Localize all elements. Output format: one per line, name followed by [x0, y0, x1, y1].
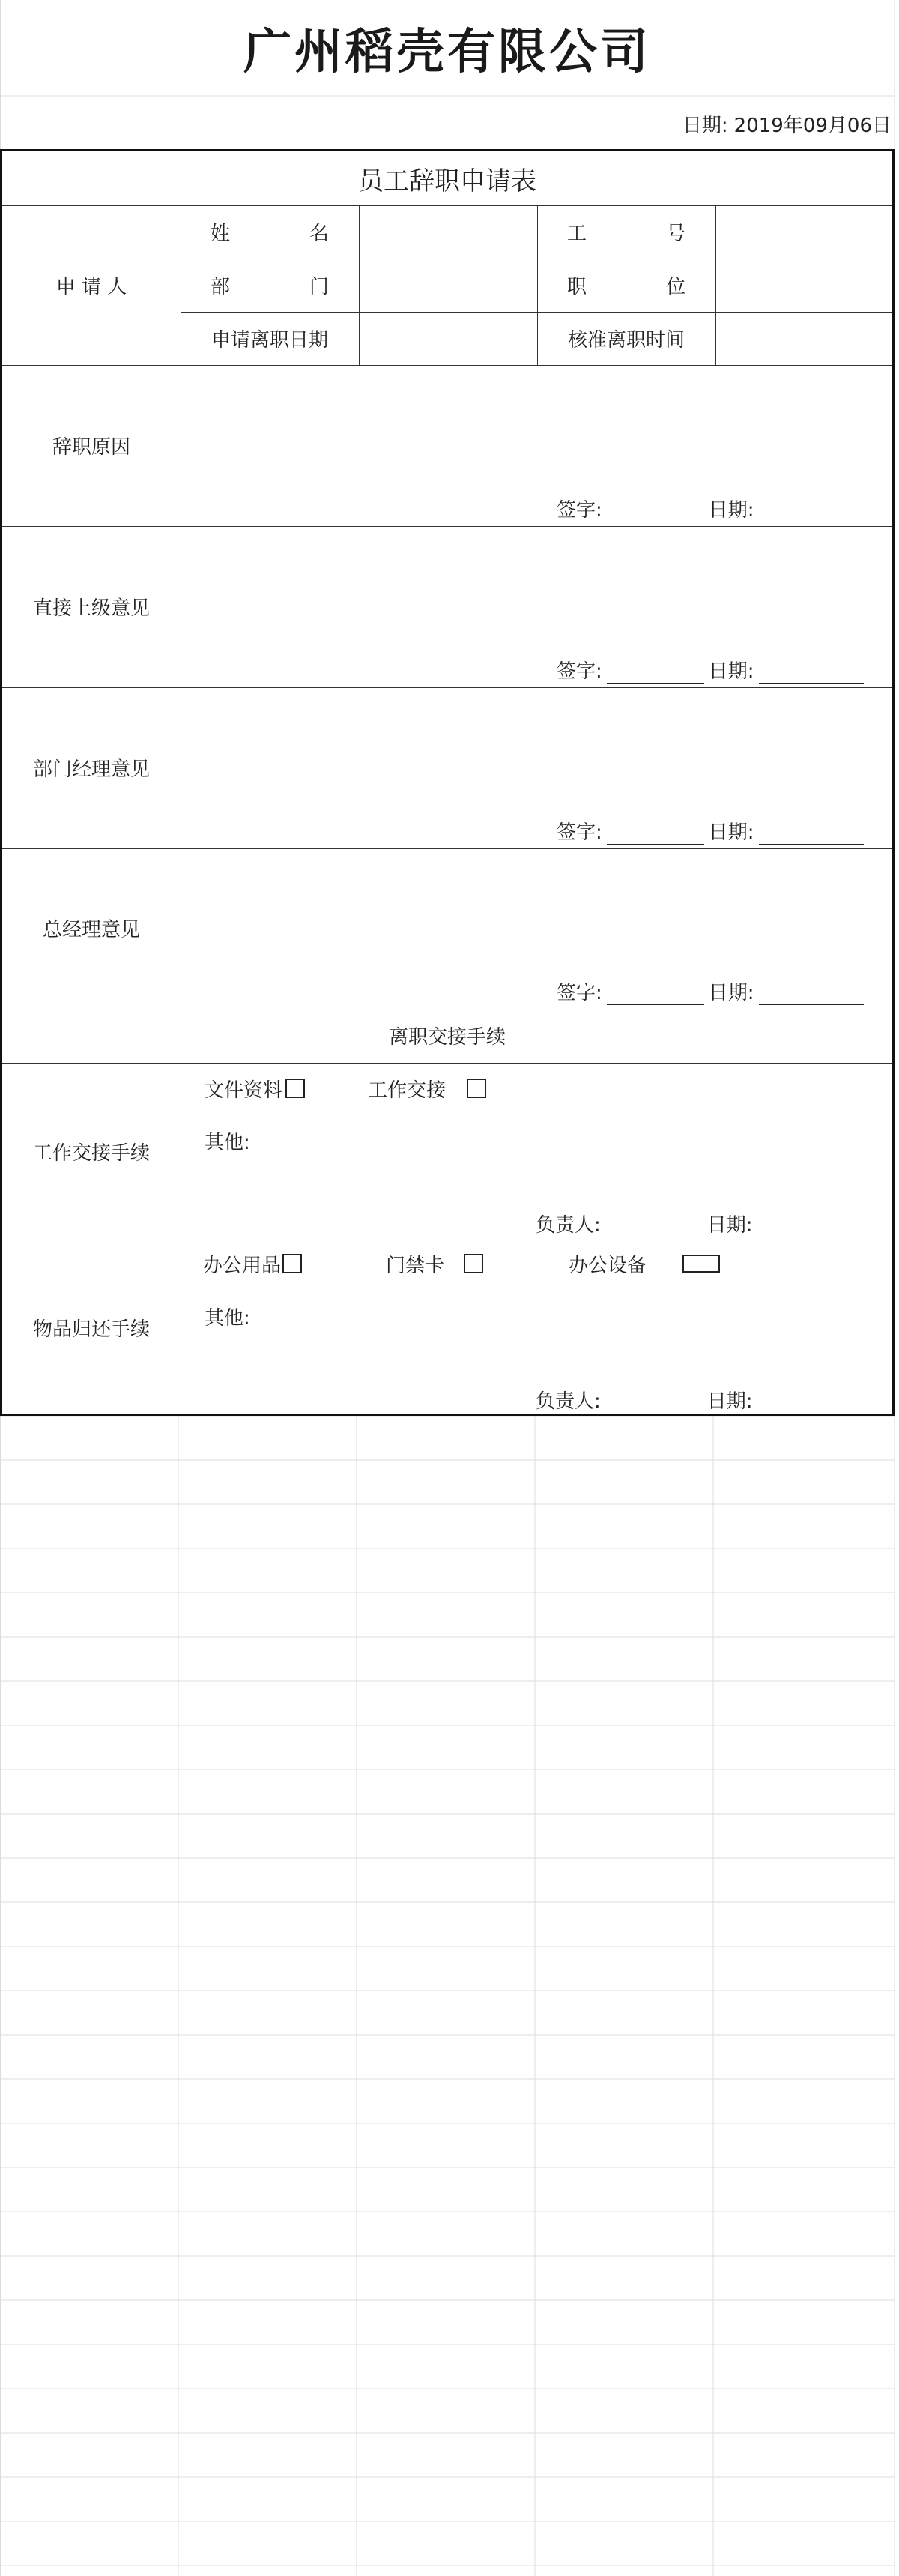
- work-checkbox[interactable]: [467, 1079, 486, 1098]
- date-label: 日期:: [708, 982, 754, 1004]
- dept-label-b: 门: [309, 276, 329, 298]
- owner-label: 负责人:: [536, 1390, 601, 1413]
- position-label-a: 职: [567, 276, 587, 298]
- sign-label: 签字:: [557, 499, 602, 522]
- items-return-signature: [536, 1384, 862, 1414]
- leave-date-label: 申请离职日期: [211, 329, 328, 352]
- employee-number-label: [537, 205, 715, 259]
- work-handover-item-work: [368, 1072, 486, 1105]
- dept-label-a: 部: [211, 276, 231, 298]
- work-handover-signature: [536, 1207, 862, 1237]
- approved-time-input-cell[interactable]: [715, 312, 892, 365]
- date-blank[interactable]: [757, 1214, 862, 1237]
- leave-date-input-cell[interactable]: [359, 312, 537, 365]
- sign-blank[interactable]: [607, 499, 704, 522]
- access-card-checkbox[interactable]: [464, 1254, 483, 1273]
- resign-reason-label: 辞职原因: [52, 436, 130, 459]
- items-return-label: 物品归还手续: [32, 1318, 150, 1341]
- sign-blank[interactable]: [607, 660, 704, 684]
- date-label: 日期:: [706, 1390, 753, 1413]
- name-input-cell[interactable]: [359, 205, 537, 259]
- work-label: 工作交接: [368, 1079, 447, 1102]
- resign-reason-signature: [557, 492, 864, 522]
- form-date: [682, 109, 892, 139]
- position-label: [537, 259, 715, 312]
- owner-label: 负责人:: [536, 1214, 601, 1237]
- date-blank[interactable]: [759, 660, 864, 684]
- dept-manager-opinion-label: 部门经理意见: [32, 758, 150, 781]
- sign-blank[interactable]: [607, 821, 704, 845]
- date-label: 日期:: [706, 1214, 753, 1237]
- items-return-access-card: [386, 1247, 483, 1280]
- position-input-cell[interactable]: [715, 259, 892, 312]
- supervisor-opinion-label: 直接上级意见: [32, 597, 150, 620]
- date-blank[interactable]: [759, 499, 864, 522]
- office-supplies-label: 办公用品: [203, 1254, 282, 1277]
- date-label: 日期:: [708, 660, 754, 683]
- department-label: [181, 259, 359, 312]
- sign-label: 签字:: [557, 660, 602, 683]
- approved-time-label: 核准离职时间: [567, 329, 685, 352]
- dept-manager-opinion-signature: [557, 815, 864, 845]
- sign-label: 签字:: [557, 982, 602, 1004]
- supervisor-opinion-signature: [557, 654, 864, 684]
- office-equipment-checkbox[interactable]: [682, 1255, 720, 1273]
- position-label-b: 位: [665, 276, 685, 298]
- date-blank[interactable]: [759, 821, 864, 845]
- date-blank[interactable]: [759, 982, 864, 1005]
- name-label: [181, 205, 359, 259]
- items-return-other: 其他:: [205, 1306, 250, 1330]
- name-label-a: 姓: [211, 223, 231, 245]
- resignation-form: [0, 149, 895, 1416]
- sign-blank[interactable]: [607, 982, 704, 1005]
- work-handover-item-docs: [205, 1072, 305, 1105]
- form-title: 员工辞职申请表: [358, 166, 536, 196]
- empno-label-b: 号: [665, 223, 685, 245]
- name-label-b: 名: [309, 223, 329, 245]
- handover-header: 离职交接手续: [2, 1008, 892, 1063]
- work-handover-label: 工作交接手续: [32, 1141, 150, 1165]
- docs-label: 文件资料: [205, 1079, 283, 1102]
- items-return-office-supplies: [203, 1247, 302, 1280]
- gm-opinion-label: 总经理意见: [42, 919, 140, 941]
- date-label: 日期:: [708, 499, 754, 522]
- work-handover-other: 其他:: [205, 1131, 250, 1154]
- empno-label-a: 工: [567, 223, 587, 245]
- applicant-label: 申 请 人: [55, 276, 127, 298]
- office-equipment-label: 办公设备: [569, 1254, 647, 1277]
- department-input-cell[interactable]: [359, 259, 537, 312]
- company-title: 广州稻壳有限公司: [243, 25, 651, 80]
- sign-label: 签字:: [557, 821, 602, 844]
- items-return-office-equipment: [569, 1247, 720, 1280]
- employee-number-input-cell[interactable]: [715, 205, 892, 259]
- owner-blank[interactable]: [605, 1214, 703, 1237]
- office-supplies-checkbox[interactable]: [282, 1254, 302, 1273]
- access-card-label: 门禁卡: [386, 1254, 445, 1277]
- date-value: 2019年09月06日: [733, 114, 892, 137]
- date-label: 日期:: [708, 821, 754, 844]
- date-label: 日期:: [682, 114, 728, 137]
- docs-checkbox[interactable]: [285, 1079, 305, 1098]
- gm-opinion-signature: [557, 975, 864, 1005]
